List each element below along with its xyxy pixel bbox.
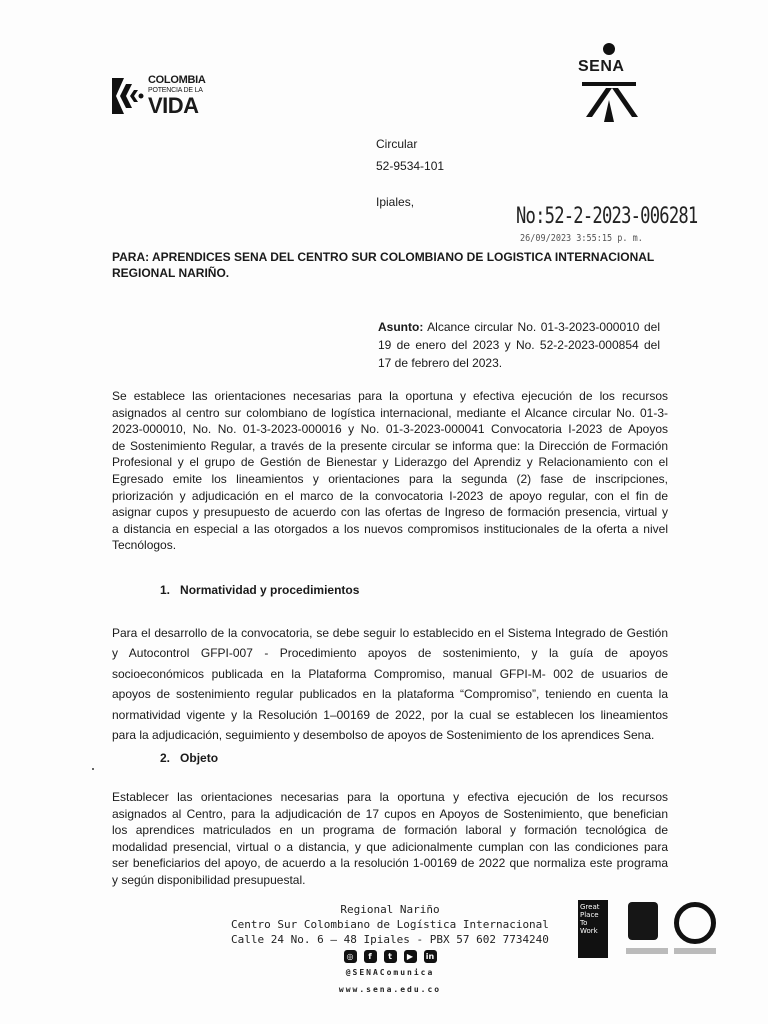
icontec-certification-icon <box>674 902 716 944</box>
certification-captions <box>626 948 720 962</box>
social-handle: @SENAComunica <box>345 968 435 977</box>
twitter-icon[interactable]: t <box>384 950 397 963</box>
section-2-line: modalidad presencial, virtual o a distancia, y que adicionalmente cumplan con las condiciones para <box>112 839 668 854</box>
section-2-line: y según disponibilidad presupuestal. <box>112 872 306 887</box>
sena-logo <box>574 42 650 122</box>
intro-line: Profesional y el grupo de Gestión de Bienestar y Liderazgo del Aprendiz y Relacionamiento con el <box>112 455 668 470</box>
intro-line: asignar cupos y presupuesto de acuerdo con las ofertas de Ingreso de formación presencia, virtual y <box>112 505 668 520</box>
instagram-icon[interactable]: ◎ <box>344 950 357 963</box>
section-2-line: ser beneficiarios del apoyo, de acuerdo a la resolución 1-00169 de 2022 que normaliza este programa <box>112 856 668 871</box>
certification-seal-icon <box>628 902 658 940</box>
intro-line: Se establece las orientaciones necesarias para la oportuna y efectiva ejecución de los recursos <box>112 389 668 403</box>
sena-emblem-icon <box>574 42 650 122</box>
certification-caption-placeholder <box>674 948 716 954</box>
section-2-heading <box>160 751 218 765</box>
intro-line: Egresado emite los lineamientos y orientaciones para la segunda (2) fase de inscripciones, <box>112 471 668 486</box>
logo-text-vida: VIDA <box>148 93 199 118</box>
website-url[interactable]: www.sena.edu.co <box>338 985 442 994</box>
sena-wordmark: SENA <box>578 58 625 75</box>
radicado-datetime: 26/09/2023 3:55:15 p. m. <box>520 233 643 244</box>
intro-line: a distancia en especial a las otorgados a los nuevos compromisos institucionales de la oferta a nivel <box>112 521 668 536</box>
section-2-line: los aprendices matriculados en un programa de formación laboral y formación tecnológica de <box>112 823 668 838</box>
intro-line: asignados al centro sur colombiano de logística internacional, mediante el Alcance circular No. 01-3- <box>112 405 668 420</box>
section-number: 1. <box>160 583 171 597</box>
footer-address: Calle 24 No. 6 – 48 Ipiales - PBX 57 602 7734240 <box>231 933 549 946</box>
section-1-line: Para el desarrollo de la convocatoria, se debe seguir lo establecido en el Sistema Integrado de Gestión <box>112 626 668 640</box>
gptw-text: To <box>580 919 588 927</box>
footer-center: Centro Sur Colombiano de Logística Internacional <box>231 918 549 931</box>
section-1-line: normatividad vigente y la Resolución 1–00169 de 2022, por la cual se establecen los lineamientos <box>112 707 668 722</box>
subject-line <box>378 318 660 336</box>
doc-city: Ipiales, <box>376 195 415 209</box>
subject-line: 19 de enero del 2023 y No. 52-2-2023-000854 del <box>378 338 660 352</box>
subject-block <box>378 318 660 372</box>
section-1-line: para la adjudicación, seguimiento y desembolso de apoyos de Sostenimiento de los aprendices Sena. <box>112 728 655 743</box>
section-2-paragraph <box>112 789 668 889</box>
addressee-line: PARA: APRENDICES SENA DEL CENTRO SUR COLOMBIANO DE LOGISTICA INTERNACIONAL <box>112 250 655 264</box>
colombia-potencia-de-la-vida-logo <box>110 74 230 120</box>
certification-caption-placeholder <box>626 948 668 954</box>
intro-paragraph <box>112 388 668 554</box>
youtube-icon[interactable]: ▶ <box>404 950 417 963</box>
intro-line: priorización y adjudicación en el marco de la convocatoria I-2023 de apoyo regular, con el fin de <box>112 488 668 503</box>
doc-code: 52-9534-101 <box>376 159 445 173</box>
gptw-text: Work <box>580 927 598 935</box>
footer-regional: Regional Nariño <box>340 903 440 916</box>
section-1-heading <box>160 583 359 597</box>
doc-type: Circular <box>376 137 418 151</box>
subject-label: Asunto: <box>378 320 424 334</box>
section-2-line: asignados al Centro, para la adjudicación de 17 cupos en Apoyos de Sostenimiento, que benefician <box>112 806 668 821</box>
gptw-text: Great <box>580 903 600 911</box>
footer <box>200 902 580 997</box>
section-title: Objeto <box>180 751 219 765</box>
section-1-line: socioeconómicos publicada en la Plataforma Compromiso, manual GFPI-M- 002 de usuarios de <box>112 666 668 681</box>
subject-text: Alcance circular No. 01-3-2023-000010 del <box>427 320 660 334</box>
great-place-to-work-badge <box>578 900 608 958</box>
section-number: 2. <box>160 751 171 765</box>
facebook-icon[interactable]: f <box>364 950 377 963</box>
section-1-paragraph <box>112 623 668 745</box>
logo-text-potencia: POTENCIA DE LA <box>148 87 203 94</box>
colombia-mark-icon <box>110 76 144 116</box>
subject-line: 17 de febrero del 2023. <box>378 356 503 370</box>
radicado-number: No:52-2-2023-006281 <box>516 204 698 229</box>
logo-text-colombia: COLOMBIA <box>148 74 206 86</box>
section-1-line: apoyos de sostenimiento regular publicados en la plataforma “Compromiso”, teniendo en cuenta la <box>112 687 668 702</box>
addressee <box>112 249 655 281</box>
intro-line: Tecnólogos. <box>112 538 177 553</box>
gptw-text: Place <box>580 911 599 919</box>
section-1-line: y Autocontrol GFPI-007 - Procedimiento apoyos de sostenimiento, y la guía de apoyos <box>112 646 668 661</box>
section-title: Normatividad y procedimientos <box>180 583 360 597</box>
linkedin-icon[interactable]: in <box>424 950 437 963</box>
scan-mark <box>92 768 94 770</box>
intro-line: 2023-000010, No. No. 01-3-2023-000016 y No. 01-3-2023-000041 Convocatoria I-2023 de Apoyos <box>112 422 668 437</box>
addressee-line: REGIONAL NARIÑO. <box>112 266 230 280</box>
social-icons <box>200 950 580 963</box>
section-2-line: Establecer las orientaciones necesarias para la oportuna y efectiva ejecución de los recursos <box>112 790 668 804</box>
intro-line: de Sostenimiento Regular, a través de la presente circular se informa que: la Dirección de Formación <box>112 438 668 453</box>
